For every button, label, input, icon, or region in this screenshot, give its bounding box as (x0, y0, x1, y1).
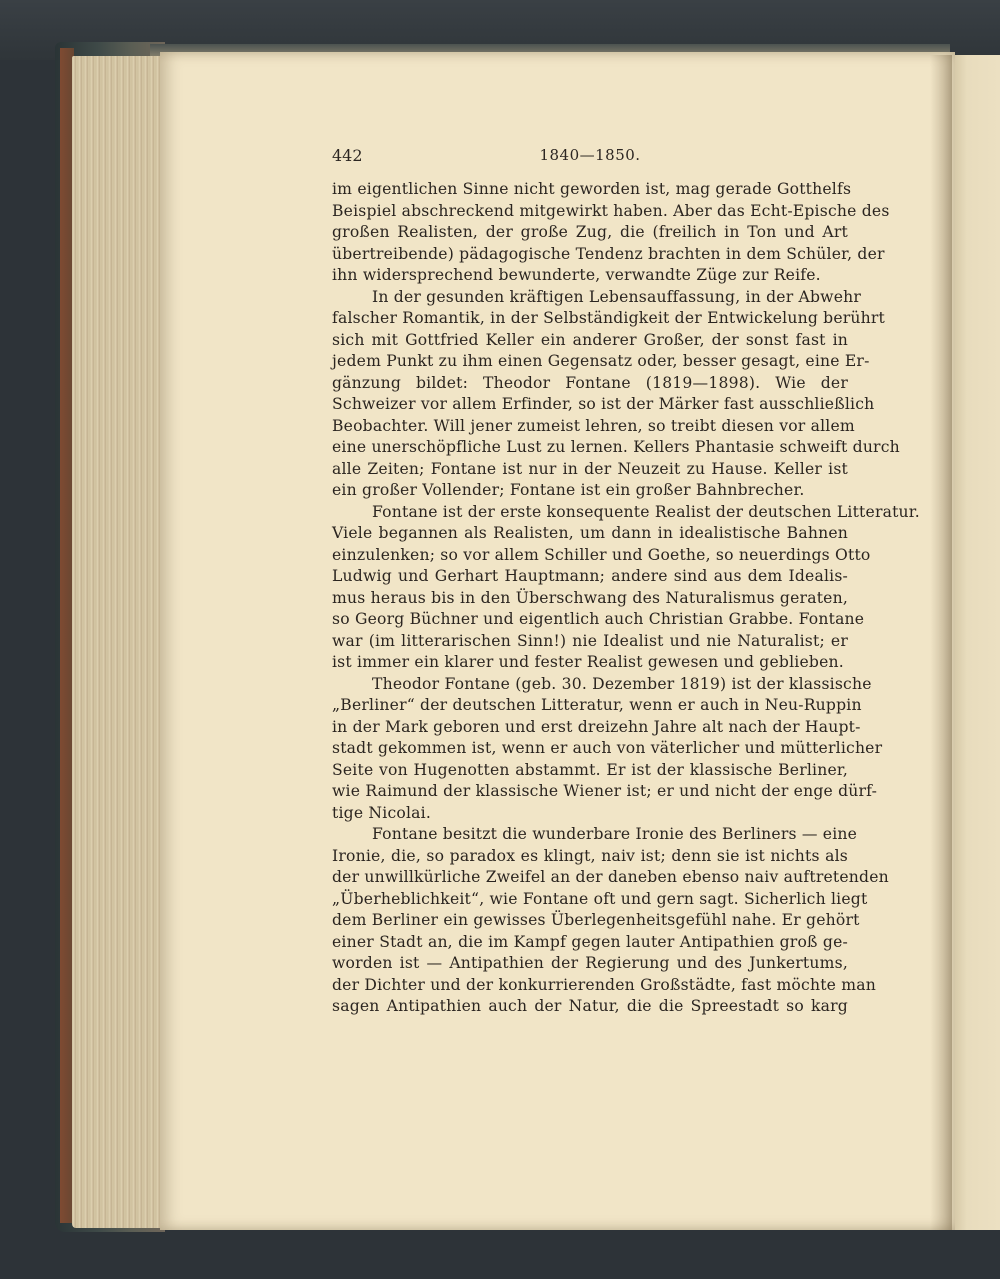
page-stack (72, 56, 168, 1228)
text-line: einzulenken; so vor allem Schiller und Goethe, so neuerdings Otto (332, 545, 871, 564)
text-line: Beobachter. Will jener zumeist lehren, so treibt diesen vor allem (332, 416, 855, 435)
text-line: im eigentlichen Sinne nicht geworden ist, mag gerade Gotthelfs (332, 180, 852, 198)
text-line: großen Realisten, der große Zug, die (freilich in Ton und Art (332, 223, 848, 241)
body-text (332, 179, 920, 1018)
text-line: sich mit Gottfried Keller ein anderer Großer, der sonst fast in (332, 330, 848, 349)
text-line: sagen Antipathien auch der Natur, die die Spreestadt so karg (332, 997, 848, 1015)
text-line: worden ist — Antipathien der Regierung und des Junkertums, (332, 954, 848, 972)
text-line: Fontane ist der erste konsequente Realist der deutschen Litteratur. (372, 502, 920, 521)
text-line: ein großer Vollender; Fontane ist ein großer Bahnbrecher. (332, 481, 805, 499)
text-line: der unwillkürliche Zweifel an der daneben ebenso naiv auftretenden (332, 868, 889, 886)
text-line: war (im litterarischen Sinn!) nie Idealist und nie Naturalist; er (332, 631, 848, 650)
text-line: gänzung bildet: Theodor Fontane (1819—1898). Wie der (332, 373, 848, 392)
text-line: stadt gekommen ist, wenn er auch von väterlicher und mütterlicher (332, 739, 883, 757)
text-line: Ironie, die, so paradox es klingt, naiv ist; denn sie ist nichts als (332, 846, 848, 865)
text-line: dem Berliner ein gewisses Überlegenheitsgefühl nahe. Er gehört (332, 911, 860, 929)
text-line: Seite von Hugenotten abstammt. Er ist der klassische Berliner, (332, 760, 848, 779)
gutter-shade (930, 55, 952, 1230)
text-line: In der gesunden kräftigen Lebensauffassung, in der Abwehr (372, 287, 862, 306)
text-line: „Berliner“ der deutschen Litteratur, wenn er auch in Neu-Ruppin (332, 696, 862, 714)
text-line: ihn widersprechend bewunderte, verwandte Züge zur Reife. (332, 266, 821, 284)
text-line: „Überheblichkeit“, wie Fontane oft und gern sagt. Sicherlich liegt (332, 889, 868, 908)
text-line: so Georg Büchner und eigentlich auch Christian Grabbe. Fontane (332, 610, 865, 628)
text-line: alle Zeiten; Fontane ist nur in der Neuzeit zu Hause. Keller ist (332, 459, 848, 478)
running-head: 1840—1850. (539, 146, 641, 164)
text-line: Schweizer vor allem Erfinder, so ist der Märker fast ausschließlich (332, 395, 875, 413)
text-line: Fontane besitzt die wunderbare Ironie des Berliners — eine (372, 825, 858, 843)
text-line: Ludwig und Gerhart Hauptmann; andere sind aus dem Idealis- (332, 567, 848, 585)
text-line: tige Nicolai. (332, 803, 432, 822)
text-line: jedem Punkt zu ihm einen Gegensatz oder, besser gesagt, eine Er- (332, 352, 870, 370)
text-line: der Dichter und der konkurrierenden Großstädte, fast möchte man (332, 975, 876, 994)
text-line: eine unerschöpfliche Lust zu lernen. Kellers Phantasie schweift durch (332, 438, 900, 456)
text-line: in der Mark geboren und erst dreizehn Jahre alt nach der Haupt- (332, 717, 861, 736)
text-line: ist immer ein klarer und fester Realist gewesen und geblieben. (332, 653, 844, 671)
text-line: falscher Romantik, in der Selbständigkeit der Entwickelung berührt (332, 309, 886, 327)
text-line: mus heraus bis in den Überschwang des Naturalismus geraten, (332, 588, 848, 607)
text-line: übertreibende) pädagogische Tendenz brachten in dem Schüler, der (332, 244, 885, 263)
text-line: einer Stadt an, die im Kampf gegen lauter Antipathien groß ge- (332, 932, 848, 951)
page-number: 442 (332, 146, 363, 165)
text-line: wie Raimund der klassische Wiener ist; er und nicht der enge dürf- (332, 782, 878, 800)
text-line: Viele begannen als Realisten, um dann in idealistische Bahnen (332, 524, 848, 542)
text-line: Theodor Fontane (geb. 30. Dezember 1819) ist der klassische (372, 674, 872, 693)
text-line: Beispiel abschreckend mitgewirkt haben. Aber das Echt-Epische des (332, 201, 890, 220)
page-header (332, 146, 848, 170)
